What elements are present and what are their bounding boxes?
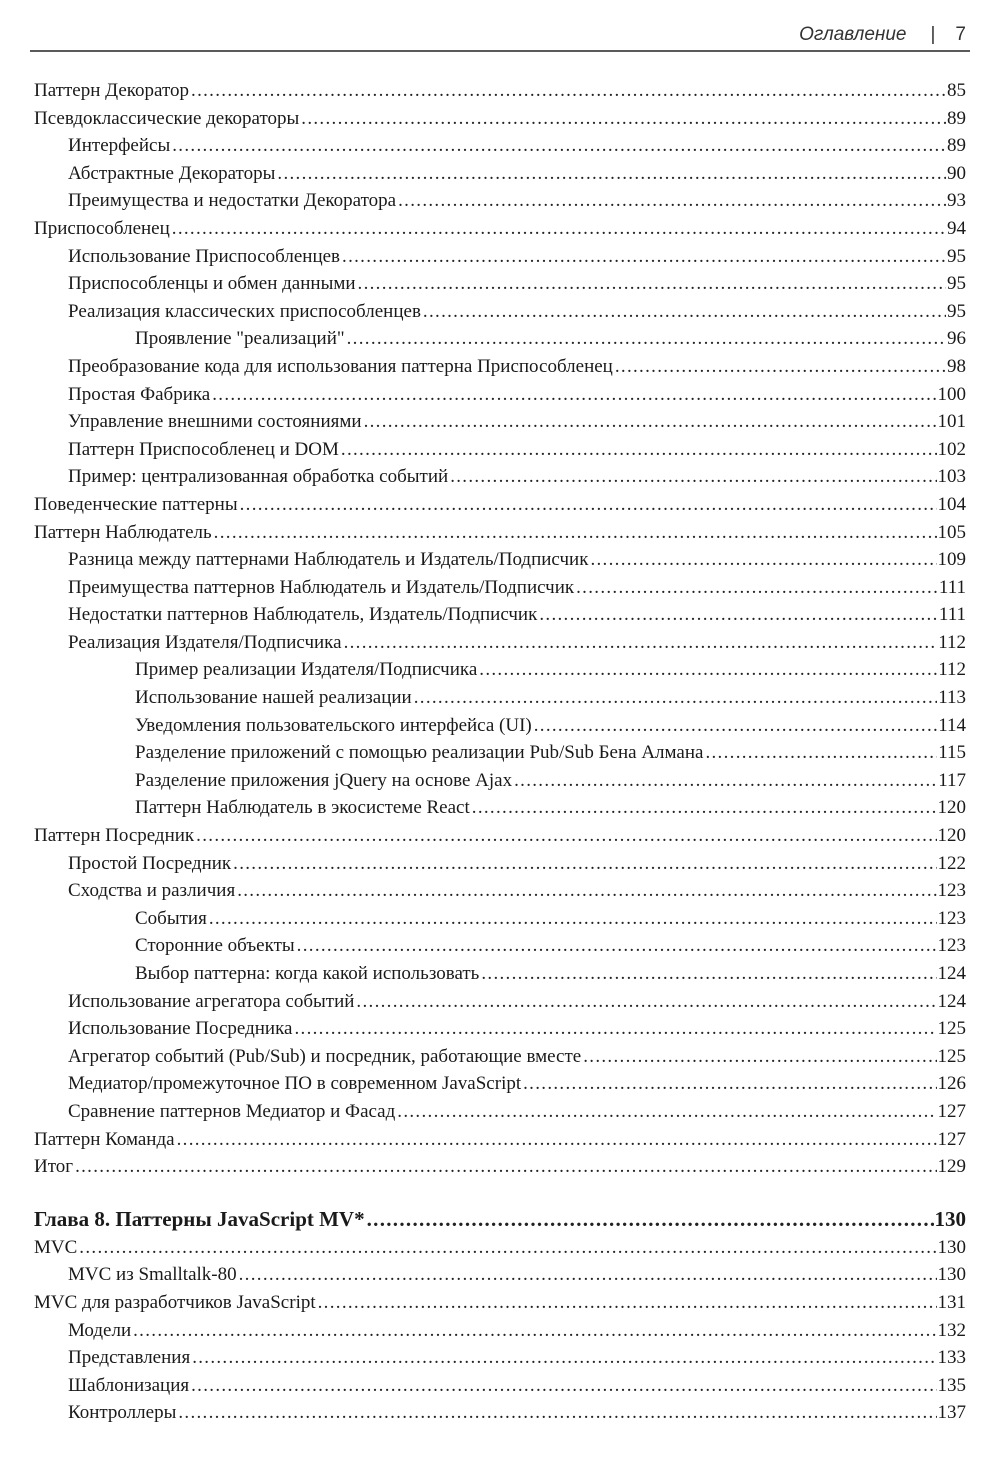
dot-leader bbox=[344, 629, 938, 657]
toc-entry[interactable] bbox=[0, 850, 966, 878]
toc-entry-page: 89 bbox=[947, 107, 966, 129]
toc-entry-title: Паттерн Приспособленец и DOM bbox=[68, 436, 341, 464]
dot-leader bbox=[342, 243, 946, 271]
toc-entry-page: 132 bbox=[937, 1319, 966, 1341]
toc-entry-page: 120 bbox=[937, 825, 966, 847]
toc-entry-title: Сходства и различия bbox=[68, 877, 237, 905]
toc-entry-title: Преимущества паттернов Наблюдатель и Издатель/Подписчик bbox=[68, 574, 576, 602]
dot-leader bbox=[397, 1098, 936, 1126]
toc-entry-page: 85 bbox=[947, 80, 966, 101]
toc-entry-page: 98 bbox=[947, 355, 966, 377]
toc-entry-page: 96 bbox=[947, 328, 966, 350]
dot-leader bbox=[583, 1043, 936, 1071]
toc-entry[interactable] bbox=[0, 491, 966, 519]
toc-entry-page: 125 bbox=[937, 1018, 966, 1040]
toc-entry-page: 101 bbox=[937, 411, 966, 433]
dot-leader bbox=[539, 601, 938, 629]
toc-entry[interactable] bbox=[0, 932, 966, 960]
dot-leader bbox=[233, 850, 936, 878]
toc-entry[interactable] bbox=[0, 463, 966, 491]
toc-entry-title: Приспособленец bbox=[34, 215, 172, 243]
toc-entry[interactable] bbox=[0, 160, 966, 188]
toc-entry-page: 122 bbox=[937, 852, 966, 874]
toc-entry[interactable] bbox=[0, 1317, 966, 1345]
toc-entry[interactable] bbox=[0, 1234, 966, 1262]
dot-leader bbox=[523, 1070, 936, 1098]
toc-entry-page: 113 bbox=[938, 687, 966, 709]
toc-entry-page: 100 bbox=[937, 383, 966, 405]
dot-leader bbox=[450, 463, 936, 491]
toc-entry-title: MVC из Smalltalk-80 bbox=[68, 1261, 239, 1289]
toc-entry-title: Простой Посредник bbox=[68, 850, 233, 878]
toc-entry-title: Проявление "реализаций" bbox=[135, 325, 347, 353]
toc-entry[interactable] bbox=[0, 1070, 966, 1098]
toc-entry[interactable] bbox=[0, 767, 966, 795]
dot-leader bbox=[514, 767, 937, 795]
toc-entry[interactable] bbox=[0, 960, 966, 988]
dot-leader bbox=[576, 574, 938, 602]
toc-entry[interactable] bbox=[0, 1126, 966, 1154]
toc-entry[interactable] bbox=[0, 77, 966, 105]
toc-entry-page: 111 bbox=[938, 604, 966, 626]
toc-entry-title: Абстрактные Декораторы bbox=[68, 160, 277, 188]
toc-entry-page: 123 bbox=[937, 907, 966, 929]
dot-leader bbox=[301, 105, 946, 133]
toc-entry-title: MVC bbox=[34, 1234, 79, 1262]
dot-leader bbox=[615, 353, 946, 381]
toc-entry-page: 137 bbox=[937, 1402, 966, 1424]
toc-entry-page: 127 bbox=[937, 1100, 966, 1122]
toc-entry-title: Медиатор/промежуточное ПО в современном JavaScript bbox=[68, 1070, 523, 1098]
toc-entry-title: Агрегатор событий (Pub/Sub) и посредник, работающие вместе bbox=[68, 1043, 583, 1071]
toc-entry-page: 129 bbox=[937, 1156, 966, 1178]
toc-entry-title: MVC для разработчиков JavaScript bbox=[34, 1289, 318, 1317]
toc-entry-title: Пример: централизованная обработка событий bbox=[68, 463, 450, 491]
toc-entry-title: Уведомления пользовательского интерфейса (UI) bbox=[135, 712, 534, 740]
toc-entry-page: 111 bbox=[938, 576, 966, 598]
toc-entry-title: Разница между паттернами Наблюдатель и Издатель/Подписчик bbox=[68, 546, 590, 574]
toc-entry-title: Реализация Издателя/Подписчика bbox=[68, 629, 344, 657]
dot-leader bbox=[192, 1344, 936, 1372]
header-right bbox=[799, 24, 966, 46]
dot-leader bbox=[414, 684, 937, 712]
toc-entry[interactable] bbox=[0, 1261, 966, 1289]
toc-entry-title: Итог bbox=[34, 1153, 75, 1181]
dot-leader bbox=[423, 298, 946, 326]
toc-entry[interactable] bbox=[0, 988, 966, 1016]
toc-entry-title: Недостатки паттернов Наблюдатель, Издатель/Подписчик bbox=[68, 601, 539, 629]
toc-entry-title: Простая Фабрика bbox=[68, 381, 212, 409]
toc-entry-page: 124 bbox=[937, 963, 966, 984]
toc-entry[interactable] bbox=[0, 629, 966, 657]
toc-entry-title: Разделение приложения jQuery на основе Ajax bbox=[135, 767, 514, 795]
toc-entry[interactable] bbox=[0, 1153, 966, 1181]
toc-entry-page: 103 bbox=[937, 466, 966, 488]
dot-leader bbox=[75, 1153, 936, 1181]
toc-entry[interactable] bbox=[0, 298, 966, 326]
toc-entry-page: 94 bbox=[947, 217, 966, 239]
toc-entry[interactable] bbox=[0, 656, 966, 684]
dot-leader bbox=[191, 77, 946, 105]
toc-entry-page: 120 bbox=[937, 797, 966, 819]
toc-entry-title: Модели bbox=[68, 1317, 133, 1345]
dot-leader bbox=[367, 1204, 934, 1234]
toc-entry-page: 90 bbox=[947, 162, 966, 184]
toc-entry-page: 89 bbox=[947, 135, 966, 157]
toc-entry[interactable] bbox=[0, 215, 966, 243]
toc-entry-title: Разделение приложений с помощью реализации Pub/Sub Бена Алмана bbox=[135, 739, 705, 767]
dot-leader bbox=[318, 1289, 937, 1317]
dot-leader bbox=[177, 1126, 937, 1154]
toc-entry[interactable] bbox=[0, 1372, 966, 1400]
dot-leader bbox=[472, 794, 937, 822]
dot-leader bbox=[79, 1234, 936, 1262]
toc-entry[interactable] bbox=[0, 1344, 966, 1372]
dot-leader bbox=[133, 1317, 936, 1345]
running-header bbox=[30, 22, 970, 52]
dot-leader bbox=[172, 215, 946, 243]
toc-entry-title: Паттерн Команда bbox=[34, 1126, 177, 1154]
toc-entry-page: 124 bbox=[937, 990, 966, 1012]
toc-entry[interactable] bbox=[0, 601, 966, 629]
chapter-spacer bbox=[0, 1181, 1000, 1204]
toc-entry[interactable] bbox=[0, 381, 966, 409]
toc-entry-page: 105 bbox=[937, 521, 966, 543]
toc-entry[interactable] bbox=[0, 187, 966, 215]
dot-leader bbox=[209, 905, 937, 933]
toc-entry-page: 117 bbox=[938, 769, 966, 791]
toc-entry[interactable] bbox=[0, 1399, 966, 1427]
toc-entry-title: Контроллеры bbox=[68, 1399, 178, 1427]
toc-entry-page: 112 bbox=[938, 659, 966, 681]
header-page-number: 7 bbox=[955, 24, 966, 45]
dot-leader bbox=[347, 325, 946, 353]
dot-leader bbox=[237, 877, 936, 905]
toc-entry-title: Глава 8. Паттерны JavaScript MV* bbox=[34, 1204, 367, 1234]
toc-entry-page: 115 bbox=[938, 742, 966, 764]
dot-leader bbox=[214, 519, 937, 547]
dot-leader bbox=[364, 408, 937, 436]
toc-entry[interactable] bbox=[0, 436, 966, 464]
dot-leader bbox=[358, 270, 946, 298]
toc-entry-title: Преобразование кода для использования паттерна Приспособленец bbox=[68, 353, 615, 381]
toc-entry-title: Сторонние объекты bbox=[135, 932, 297, 960]
dot-leader bbox=[590, 546, 936, 574]
toc-entry-title: Паттерн Наблюдатель bbox=[34, 519, 214, 547]
toc-entry[interactable] bbox=[0, 270, 966, 298]
toc-entry[interactable] bbox=[0, 519, 966, 547]
toc-entry[interactable] bbox=[0, 408, 966, 436]
toc-entry-page: 130 bbox=[937, 1236, 966, 1258]
dot-leader bbox=[294, 1015, 936, 1043]
toc-entry[interactable] bbox=[0, 822, 966, 850]
toc-entry[interactable] bbox=[0, 325, 966, 353]
table-of-contents bbox=[0, 77, 1000, 1427]
toc-entry-title: Использование Посредника bbox=[68, 1015, 294, 1043]
toc-entry-page: 130 bbox=[937, 1264, 966, 1286]
dot-leader bbox=[196, 822, 936, 850]
toc-entry-title: Пример реализации Издателя/Подписчика bbox=[135, 656, 479, 684]
header-separator: | bbox=[930, 24, 936, 45]
toc-entry-title: Паттерн Декоратор bbox=[34, 77, 191, 105]
toc-entry-title: Приспособленцы и обмен данными bbox=[68, 270, 358, 298]
toc-entry-title: Поведенческие паттерны bbox=[34, 491, 240, 519]
toc-entry-title: Представления bbox=[68, 1344, 192, 1372]
toc-entry-page: 114 bbox=[938, 714, 966, 736]
toc-entry-title: Сравнение паттернов Медиатор и Фасад bbox=[68, 1098, 397, 1126]
toc-entry[interactable] bbox=[0, 794, 966, 822]
toc-entry[interactable] bbox=[0, 1043, 966, 1071]
toc-entry-page: 104 bbox=[937, 493, 966, 515]
toc-entry-page: 102 bbox=[937, 438, 966, 460]
toc-entry-title: Псевдоклассические декораторы bbox=[34, 105, 301, 133]
dot-leader bbox=[705, 739, 937, 767]
toc-entry[interactable] bbox=[0, 574, 966, 602]
header-section-title: Оглавление bbox=[799, 24, 907, 45]
dot-leader bbox=[356, 988, 936, 1016]
dot-leader bbox=[239, 1261, 937, 1289]
toc-entry-title: Управление внешними состояниями bbox=[68, 408, 364, 436]
toc-entry[interactable] bbox=[0, 105, 966, 133]
dot-leader bbox=[534, 712, 937, 740]
toc-entry[interactable] bbox=[0, 243, 966, 271]
toc-entry-title: Шаблонизация bbox=[68, 1372, 191, 1400]
dot-leader bbox=[277, 160, 946, 188]
dot-leader bbox=[481, 960, 936, 988]
dot-leader bbox=[297, 932, 937, 960]
toc-entry-page: 93 bbox=[947, 190, 966, 212]
toc-entry-title: Паттерн Посредник bbox=[34, 822, 196, 850]
toc-entry[interactable] bbox=[0, 1289, 966, 1317]
toc-entry-page: 127 bbox=[937, 1128, 966, 1150]
toc-entry[interactable] bbox=[0, 684, 966, 712]
toc-entry[interactable] bbox=[0, 546, 966, 574]
toc-entry-title: Паттерн Наблюдатель в экосистеме React bbox=[135, 794, 472, 822]
dot-leader bbox=[398, 187, 946, 215]
toc-entry-page: 133 bbox=[937, 1347, 966, 1369]
toc-entry-page: 95 bbox=[947, 245, 966, 267]
toc-entry-page: 135 bbox=[937, 1374, 966, 1396]
toc-entry-page: 131 bbox=[937, 1291, 966, 1313]
toc-entry-title: Использование Приспособленцев bbox=[68, 243, 342, 271]
toc-entry-page: 130 bbox=[934, 1206, 966, 1231]
toc-entry-page: 123 bbox=[937, 880, 966, 902]
toc-entry[interactable] bbox=[0, 712, 966, 740]
toc-entry[interactable] bbox=[0, 1098, 966, 1126]
toc-entry[interactable] bbox=[0, 1015, 966, 1043]
toc-entry-title: Реализация классических приспособленцев bbox=[68, 298, 423, 326]
toc-entry-title: Использование нашей реализации bbox=[135, 684, 414, 712]
toc-entry-title: Преимущества и недостатки Декоратора bbox=[68, 187, 398, 215]
toc-entry-page: 95 bbox=[947, 273, 966, 295]
dot-leader bbox=[341, 436, 937, 464]
toc-entry-page: 95 bbox=[947, 300, 966, 322]
toc-entry[interactable] bbox=[0, 739, 966, 767]
toc-entry-page: 126 bbox=[937, 1073, 966, 1095]
toc-entry-title: Использование агрегатора событий bbox=[68, 988, 356, 1016]
toc-entry-page: 125 bbox=[937, 1045, 966, 1067]
dot-leader bbox=[191, 1372, 936, 1400]
dot-leader bbox=[178, 1399, 936, 1427]
dot-leader bbox=[212, 381, 936, 409]
dot-leader bbox=[240, 491, 937, 519]
toc-entry-page: 109 bbox=[937, 549, 966, 571]
toc-chapter-heading[interactable] bbox=[0, 1204, 966, 1234]
toc-entry-page: 123 bbox=[937, 935, 966, 957]
toc-entry-title: События bbox=[135, 905, 209, 933]
toc-entry[interactable] bbox=[0, 353, 966, 381]
toc-entry[interactable] bbox=[0, 877, 966, 905]
dot-leader bbox=[479, 656, 937, 684]
toc-entry-title: Интерфейсы bbox=[68, 132, 172, 160]
toc-entry-title: Выбор паттерна: когда какой использовать bbox=[135, 960, 481, 988]
toc-entry[interactable] bbox=[0, 905, 966, 933]
dot-leader bbox=[172, 132, 946, 160]
toc-entry-page: 112 bbox=[938, 631, 966, 653]
toc-entry[interactable] bbox=[0, 132, 966, 160]
